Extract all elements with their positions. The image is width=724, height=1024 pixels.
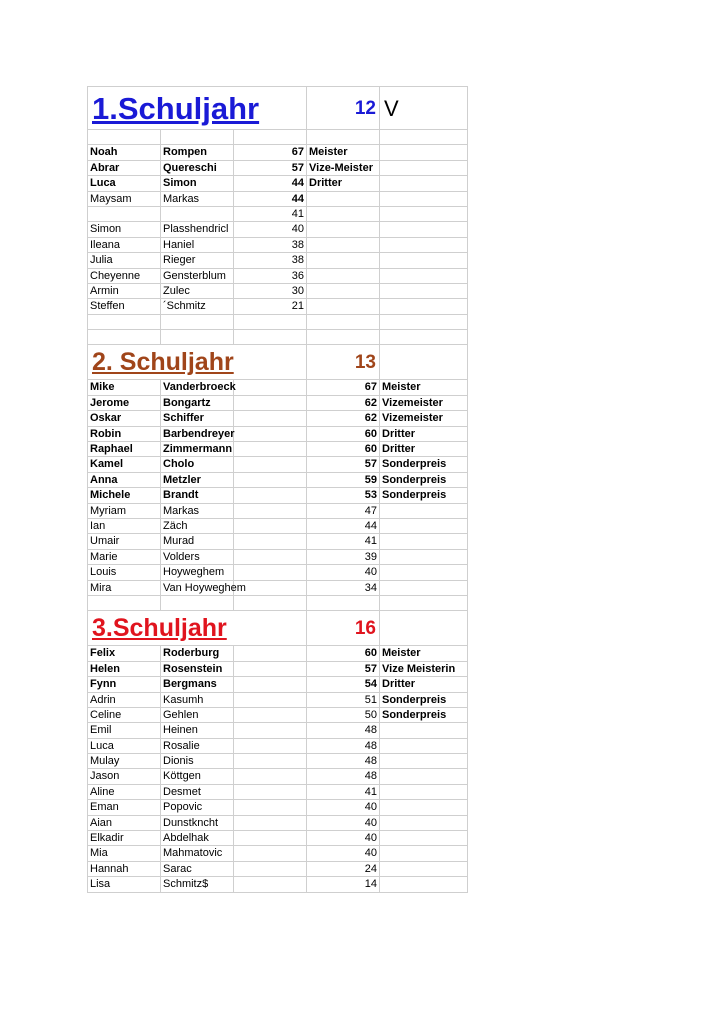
- empty-cell: [234, 769, 307, 784]
- score: 34: [307, 581, 380, 596]
- empty-cell: [234, 519, 307, 534]
- first-name: Eman: [88, 800, 161, 815]
- score: 40: [307, 816, 380, 831]
- first-name: Jerome: [88, 396, 161, 411]
- award: [307, 299, 380, 314]
- score: 40: [307, 831, 380, 846]
- student-row: [88, 723, 468, 738]
- score: 40: [307, 800, 380, 815]
- award: [307, 222, 380, 237]
- empty-cell: [88, 596, 161, 611]
- score: 40: [307, 565, 380, 580]
- empty-cell: [380, 130, 468, 145]
- student-row: [88, 176, 468, 191]
- first-name: Kamel: [88, 457, 161, 472]
- last-name: Markas: [161, 192, 234, 207]
- empty-cell: [234, 846, 307, 861]
- student-row: [88, 396, 468, 411]
- student-row: [88, 785, 468, 800]
- last-name: Simon: [161, 176, 234, 191]
- empty-cell: [380, 145, 468, 160]
- student-row: [88, 145, 468, 160]
- score: 44: [234, 192, 307, 207]
- empty-cell: [234, 831, 307, 846]
- score: 54: [307, 677, 380, 692]
- empty-cell: [380, 253, 468, 268]
- score: 41: [234, 207, 307, 222]
- score: 48: [307, 769, 380, 784]
- student-row: [88, 269, 468, 284]
- empty-cell: [234, 596, 307, 611]
- empty-cell: [380, 269, 468, 284]
- award: Meister: [380, 380, 468, 395]
- first-name: Raphael: [88, 442, 161, 457]
- last-name: Vanderbroeck: [161, 380, 234, 395]
- first-name: Emil: [88, 723, 161, 738]
- last-name: Köttgen: [161, 769, 234, 784]
- section-title-cell: [88, 345, 307, 380]
- student-row: [88, 846, 468, 861]
- first-name: Robin: [88, 427, 161, 442]
- last-name: Gehlen: [161, 708, 234, 723]
- last-name: Dunstkncht: [161, 816, 234, 831]
- first-name: Abrar: [88, 161, 161, 176]
- empty-cell: [161, 330, 234, 345]
- award: Vize Meisterin: [380, 662, 468, 677]
- last-name: Plasshendricl: [161, 222, 234, 237]
- award: [380, 816, 468, 831]
- empty-cell: [307, 596, 380, 611]
- first-name: Mike: [88, 380, 161, 395]
- score: 60: [307, 427, 380, 442]
- empty-cell: [161, 315, 234, 330]
- empty-cell: [234, 785, 307, 800]
- score: 48: [307, 739, 380, 754]
- empty-cell: [234, 754, 307, 769]
- award: [307, 269, 380, 284]
- blank-row: [88, 596, 468, 611]
- award: Dritter: [307, 176, 380, 191]
- last-name: Desmet: [161, 785, 234, 800]
- empty-cell: [88, 330, 161, 345]
- section-mark: V: [380, 87, 468, 130]
- last-name: Zulec: [161, 284, 234, 299]
- first-name: Fynn: [88, 677, 161, 692]
- empty-cell: [234, 315, 307, 330]
- empty-cell: [234, 130, 307, 145]
- student-row: [88, 519, 468, 534]
- student-row: [88, 662, 468, 677]
- section-title: 2. Schuljahr: [92, 348, 234, 377]
- empty-cell: [234, 488, 307, 503]
- award: [380, 534, 468, 549]
- first-name: Lisa: [88, 877, 161, 892]
- student-row: [88, 442, 468, 457]
- last-name: ´Schmitz: [161, 299, 234, 314]
- first-name: Luca: [88, 176, 161, 191]
- empty-cell: [234, 411, 307, 426]
- empty-cell: [161, 596, 234, 611]
- first-name: Myriam: [88, 504, 161, 519]
- empty-cell: [380, 222, 468, 237]
- score: 60: [307, 646, 380, 661]
- first-name: Felix: [88, 646, 161, 661]
- first-name: Mia: [88, 846, 161, 861]
- score: 38: [234, 238, 307, 253]
- last-name: Zäch: [161, 519, 234, 534]
- empty-cell: [234, 800, 307, 815]
- first-name: Hannah: [88, 862, 161, 877]
- award: Vize-Meister: [307, 161, 380, 176]
- empty-cell: [234, 330, 307, 345]
- first-name: Mira: [88, 581, 161, 596]
- section-mark: [380, 345, 468, 380]
- last-name: Metzler: [161, 473, 234, 488]
- last-name: Popovic: [161, 800, 234, 815]
- award: Sonderpreis: [380, 693, 468, 708]
- last-name: Bergmans: [161, 677, 234, 692]
- section-title-cell: [88, 611, 307, 646]
- section-header: [88, 345, 468, 380]
- last-name: Zimmermann: [161, 442, 234, 457]
- award: Sonderpreis: [380, 457, 468, 472]
- score: 38: [234, 253, 307, 268]
- award: [380, 723, 468, 738]
- first-name: Oskar: [88, 411, 161, 426]
- award: [380, 581, 468, 596]
- score: 62: [307, 396, 380, 411]
- award: [380, 785, 468, 800]
- award: [307, 238, 380, 253]
- score: 51: [307, 693, 380, 708]
- student-row: [88, 550, 468, 565]
- student-row: [88, 862, 468, 877]
- empty-cell: [161, 130, 234, 145]
- score: 67: [234, 145, 307, 160]
- last-name: Heinen: [161, 723, 234, 738]
- first-name: Mulay: [88, 754, 161, 769]
- student-row: [88, 238, 468, 253]
- award: Dritter: [380, 442, 468, 457]
- first-name: Aline: [88, 785, 161, 800]
- empty-cell: [380, 192, 468, 207]
- blank-row: [88, 315, 468, 330]
- award: [380, 769, 468, 784]
- score: 48: [307, 723, 380, 738]
- empty-cell: [234, 473, 307, 488]
- award: Sonderpreis: [380, 473, 468, 488]
- student-row: [88, 708, 468, 723]
- award: Meister: [380, 646, 468, 661]
- first-name: Julia: [88, 253, 161, 268]
- student-row: [88, 411, 468, 426]
- last-name: Haniel: [161, 238, 234, 253]
- student-row: [88, 504, 468, 519]
- score: 14: [307, 877, 380, 892]
- first-name: Adrin: [88, 693, 161, 708]
- empty-cell: [307, 130, 380, 145]
- student-row: [88, 534, 468, 549]
- award: [380, 831, 468, 846]
- empty-cell: [234, 442, 307, 457]
- award: [380, 739, 468, 754]
- award: [380, 754, 468, 769]
- last-name: Mahmatovic: [161, 846, 234, 861]
- student-row: [88, 693, 468, 708]
- score: 48: [307, 754, 380, 769]
- section-header: [88, 87, 468, 130]
- first-name: Noah: [88, 145, 161, 160]
- score: 40: [307, 846, 380, 861]
- last-name: Gensterblum: [161, 269, 234, 284]
- award: [380, 862, 468, 877]
- award: [380, 800, 468, 815]
- student-row: [88, 473, 468, 488]
- section-title-cell: [88, 87, 307, 130]
- first-name: Celine: [88, 708, 161, 723]
- empty-cell: [234, 534, 307, 549]
- last-name: Hoyweghem: [161, 565, 234, 580]
- last-name: Markas: [161, 504, 234, 519]
- award: [307, 284, 380, 299]
- score: 24: [307, 862, 380, 877]
- empty-cell: [234, 677, 307, 692]
- empty-cell: [234, 565, 307, 580]
- first-name: Anna: [88, 473, 161, 488]
- empty-cell: [234, 723, 307, 738]
- first-name: Armin: [88, 284, 161, 299]
- empty-cell: [380, 596, 468, 611]
- last-name: Murad: [161, 534, 234, 549]
- empty-cell: [234, 427, 307, 442]
- empty-cell: [307, 330, 380, 345]
- blank-row: [88, 130, 468, 145]
- empty-cell: [307, 315, 380, 330]
- award: [380, 519, 468, 534]
- score: 21: [234, 299, 307, 314]
- empty-cell: [234, 739, 307, 754]
- first-name: Marie: [88, 550, 161, 565]
- score: 39: [307, 550, 380, 565]
- first-name: [88, 207, 161, 222]
- score: 41: [307, 534, 380, 549]
- student-row: [88, 427, 468, 442]
- award: [380, 846, 468, 861]
- award: [380, 550, 468, 565]
- last-name: Sarac: [161, 862, 234, 877]
- section-header: [88, 611, 468, 646]
- student-row: [88, 739, 468, 754]
- student-row: [88, 877, 468, 892]
- empty-cell: [380, 330, 468, 345]
- empty-cell: [234, 550, 307, 565]
- empty-cell: [380, 315, 468, 330]
- first-name: Umair: [88, 534, 161, 549]
- blank-row: [88, 330, 468, 345]
- last-name: Cholo: [161, 457, 234, 472]
- last-name: Rieger: [161, 253, 234, 268]
- last-name: [161, 207, 234, 222]
- award: [307, 207, 380, 222]
- last-name: Van Hoyweghem: [161, 581, 234, 596]
- score: 59: [307, 473, 380, 488]
- first-name: Simon: [88, 222, 161, 237]
- last-name: Rosalie: [161, 739, 234, 754]
- score: 62: [307, 411, 380, 426]
- last-name: Rompen: [161, 145, 234, 160]
- empty-cell: [88, 315, 161, 330]
- score: 40: [234, 222, 307, 237]
- empty-cell: [234, 396, 307, 411]
- student-row: [88, 488, 468, 503]
- score: 67: [307, 380, 380, 395]
- class-count: 12: [307, 87, 380, 130]
- student-row: [88, 457, 468, 472]
- student-row: [88, 161, 468, 176]
- last-name: Bongartz: [161, 396, 234, 411]
- award: [380, 877, 468, 892]
- student-row: [88, 207, 468, 222]
- last-name: Schiffer: [161, 411, 234, 426]
- score: 50: [307, 708, 380, 723]
- score: 57: [307, 662, 380, 677]
- empty-cell: [234, 646, 307, 661]
- last-name: Rosenstein: [161, 662, 234, 677]
- last-name: Schmitz$: [161, 877, 234, 892]
- empty-cell: [234, 581, 307, 596]
- award: Dritter: [380, 677, 468, 692]
- student-row: [88, 192, 468, 207]
- last-name: Volders: [161, 550, 234, 565]
- empty-cell: [380, 207, 468, 222]
- student-row: [88, 299, 468, 314]
- score: 47: [307, 504, 380, 519]
- student-row: [88, 284, 468, 299]
- student-row: [88, 646, 468, 661]
- empty-cell: [234, 457, 307, 472]
- section-title: 1.Schuljahr: [92, 91, 260, 126]
- first-name: Ian: [88, 519, 161, 534]
- section-mark: [380, 611, 468, 646]
- empty-cell: [234, 662, 307, 677]
- class-count: 16: [307, 611, 380, 646]
- empty-cell: [380, 238, 468, 253]
- empty-cell: [234, 380, 307, 395]
- empty-cell: [234, 816, 307, 831]
- first-name: Maysam: [88, 192, 161, 207]
- student-row: [88, 800, 468, 815]
- first-name: Luca: [88, 739, 161, 754]
- first-name: Michele: [88, 488, 161, 503]
- score: 44: [307, 519, 380, 534]
- spreadsheet: [87, 86, 468, 893]
- award: Vizemeister: [380, 411, 468, 426]
- empty-cell: [380, 284, 468, 299]
- award: [380, 565, 468, 580]
- student-row: [88, 222, 468, 237]
- award: Dritter: [380, 427, 468, 442]
- student-row: [88, 754, 468, 769]
- last-name: Barbendreyer: [161, 427, 234, 442]
- award: [307, 253, 380, 268]
- first-name: Ileana: [88, 238, 161, 253]
- last-name: Abdelhak: [161, 831, 234, 846]
- student-row: [88, 380, 468, 395]
- student-row: [88, 677, 468, 692]
- empty-cell: [380, 176, 468, 191]
- section-title: 3.Schuljahr: [92, 614, 227, 643]
- award: Sonderpreis: [380, 708, 468, 723]
- student-row: [88, 769, 468, 784]
- first-name: Steffen: [88, 299, 161, 314]
- last-name: Dionis: [161, 754, 234, 769]
- first-name: Helen: [88, 662, 161, 677]
- student-row: [88, 831, 468, 846]
- score: 57: [307, 457, 380, 472]
- empty-cell: [88, 130, 161, 145]
- award: [380, 504, 468, 519]
- last-name: Kasumh: [161, 693, 234, 708]
- first-name: Aian: [88, 816, 161, 831]
- student-row: [88, 581, 468, 596]
- empty-cell: [234, 862, 307, 877]
- empty-cell: [234, 708, 307, 723]
- empty-cell: [234, 693, 307, 708]
- score: 44: [234, 176, 307, 191]
- score: 60: [307, 442, 380, 457]
- last-name: Brandt: [161, 488, 234, 503]
- first-name: Louis: [88, 565, 161, 580]
- award: Vizemeister: [380, 396, 468, 411]
- score: 53: [307, 488, 380, 503]
- empty-cell: [234, 877, 307, 892]
- last-name: Quereschi: [161, 161, 234, 176]
- last-name: Roderburg: [161, 646, 234, 661]
- award: Sonderpreis: [380, 488, 468, 503]
- first-name: Jason: [88, 769, 161, 784]
- award: Meister: [307, 145, 380, 160]
- student-row: [88, 816, 468, 831]
- first-name: Cheyenne: [88, 269, 161, 284]
- empty-cell: [234, 504, 307, 519]
- empty-cell: [380, 161, 468, 176]
- score: 41: [307, 785, 380, 800]
- score: 30: [234, 284, 307, 299]
- first-name: Elkadir: [88, 831, 161, 846]
- score: 36: [234, 269, 307, 284]
- class-count: 13: [307, 345, 380, 380]
- empty-cell: [380, 299, 468, 314]
- score: 57: [234, 161, 307, 176]
- student-row: [88, 565, 468, 580]
- student-row: [88, 253, 468, 268]
- award: [307, 192, 380, 207]
